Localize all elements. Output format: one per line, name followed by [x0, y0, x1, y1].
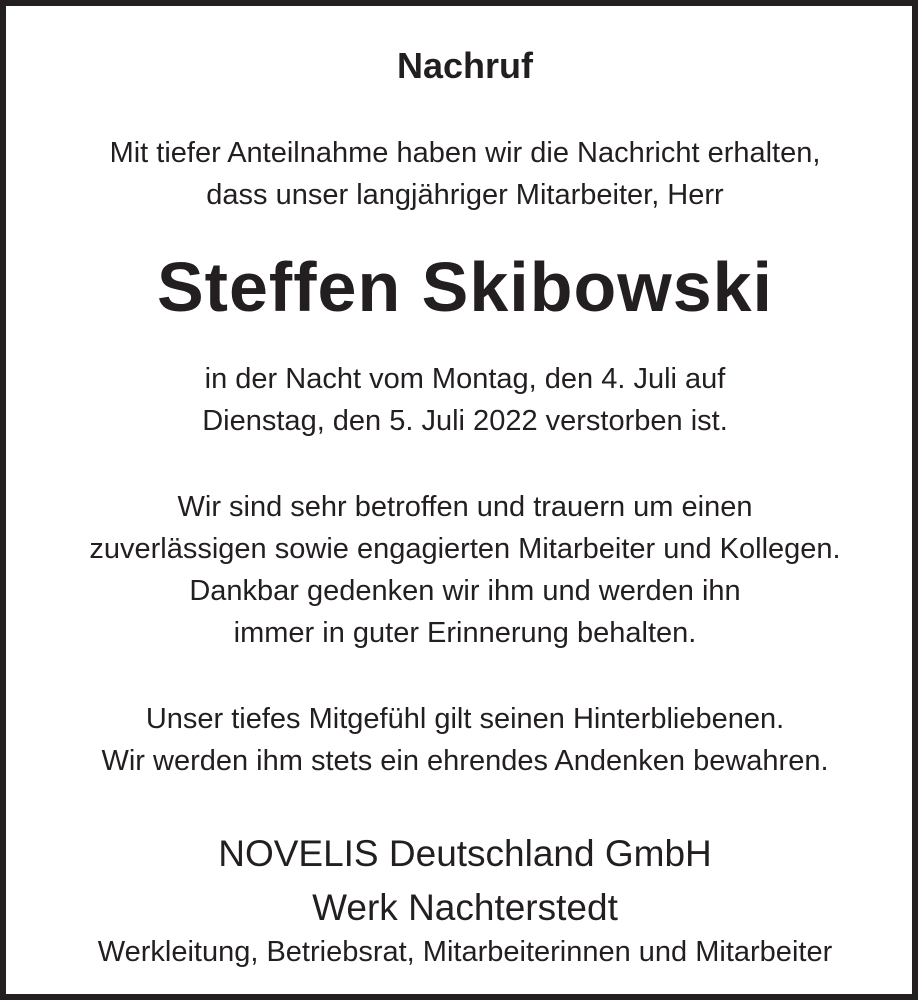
condolence-line-2: Wir werden ihm stets ein ehrendes Andenken bewahren.: [101, 745, 829, 777]
signatories: Werkleitung, Betriebsrat, Mitarbeiterinnen und Mitarbeiter: [97, 936, 833, 968]
company-site: Werk Nachterstedt: [312, 887, 618, 928]
company-name: NOVELIS Deutschland GmbH: [218, 833, 712, 874]
tribute-line-3: Dankbar gedenken wir ihm und werden ihn: [189, 575, 741, 607]
tribute-line-1: Wir sind sehr betroffen und trauern um einen: [177, 491, 753, 523]
deceased-name: Steffen Skibowski: [156, 248, 774, 326]
intro-line-2: dass unser langjähriger Mitarbeiter, Herr: [206, 179, 724, 211]
notice-title: Nachruf: [396, 45, 534, 86]
tribute-line-2: zuverlässigen sowie engagierten Mitarbeiter und Kollegen.: [89, 533, 841, 565]
death-info-line-1: in der Nacht vom Montag, den 4. Juli auf: [204, 363, 726, 395]
condolence-line-1: Unser tiefes Mitgefühl gilt seinen Hinterbliebenen.: [145, 703, 785, 735]
intro-line-1: Mit tiefer Anteilnahme haben wir die Nachricht erhalten,: [109, 137, 821, 169]
tribute-line-4: immer in guter Erinnerung behalten.: [233, 617, 697, 649]
death-info-line-2: Dienstag, den 5. Juli 2022 verstorben ist.: [202, 405, 728, 437]
